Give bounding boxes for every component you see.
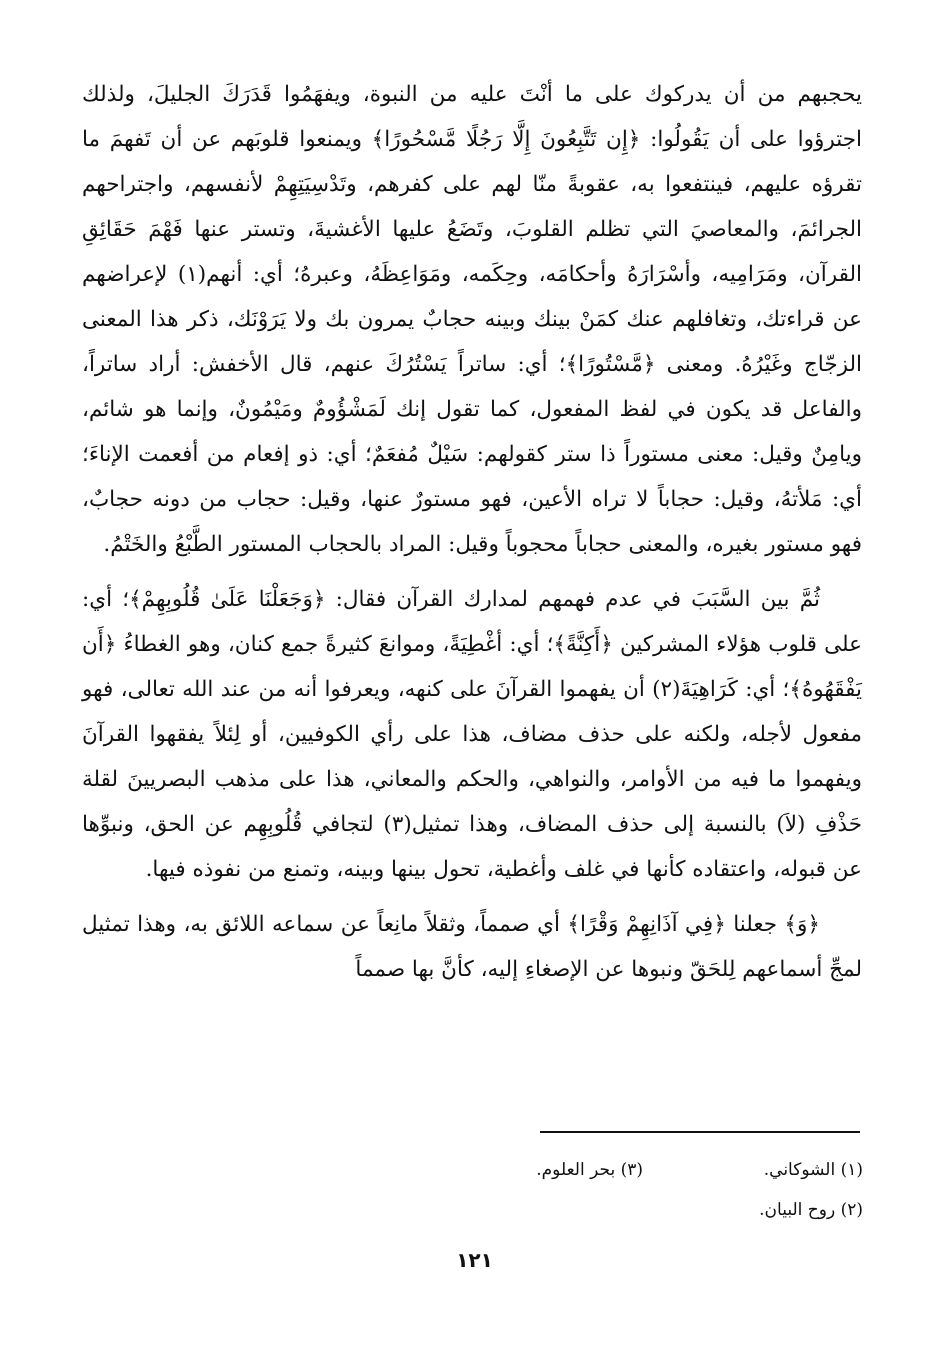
footnote-row bbox=[83, 1190, 863, 1230]
footnote-row bbox=[83, 1150, 863, 1190]
footnote-separator bbox=[540, 1131, 860, 1133]
paragraph: ثُمَّ بين السَّبَبَ في عدم فهمهم لمدارك القرآن فقال: ﴿وَجَعَلْنَا عَلَىٰ قُلُوبِهِمْ﴾؛ أي: على قلوب هؤلاء المشركين ﴿أَكِنَّةً﴾؛ أي: أغْطِيَةً، وموانعَ كثيرةً جمع كنان، وهو الغطاءُ ﴿أَن يَفْقَهُوهُ﴾؛ أي: كَرَاهِيَةَ(٢) أن يفهموا القرآنَ على كنهه، ويعرفوا أنه من عند الله تعالى، فهو مفعول لأجله، ولكنه على حذف مضاف، هذا على رأي الكوفيين، أو لِئلاً يفقهوا القرآنَ ويفهموا ما فيه من الأوامر، والنواهي، والحكم والمعاني، هذا على مذهب البصريينَ لقلة حَذْفِ (لاَ) بالنسبة إلى حذف المضاف، وهذا تمثيل(٣) لتجافي قُلُوبِهِم عن الحق، ونبوِّها عن قبوله، واعتقاده كأنها في غلف وأغطية، تحول بينها وبينه، وتمنع من نفوذه فيها. bbox=[82, 587, 862, 882]
main-text bbox=[82, 72, 862, 1002]
footnote-2: (٢) روح البيان. bbox=[759, 1200, 863, 1220]
footnotes bbox=[83, 1150, 863, 1230]
page-number: ١٢١ bbox=[456, 1248, 493, 1272]
paragraph: يحجبهم من أن يدركوك على ما أنْتَ عليه من النبوة، ويفهَمُوا قَدَرَكَ الجليلَ، ولذلك اجترؤوا على أن يَقُولُوا: ﴿إِن تَتَّبِعُونَ إِلَّا رَجُلًا مَّسْحُورًا﴾ ويمنعوا قلوبَهم عن أن تَفهمَ ما تقرؤه عليهم، فينتفعوا به، عقوبةً منّا لهم على كفرهم، وتَدْسِيَتِهِمْ لأنفسهم، واجتراحهم الجرائمَ، والمعاصيَ التي تظلم القلوبَ، وتَضَعُ عليها الأغشيةَ، وتستر عنها فَهْمَ حَقَائِقِ القرآن، ومَرَامِيه، وأسْرَارَهُ وأحكامَه، وحِكَمه، ومَوَاعِظَهُ، وعبرهُ؛ أي: أنهم(١) لإعراضهم عن قراءتك، وتغافلهم عنك كمَنْ بينك وبينه حجابٌ يمرون بك ولا يَرَوْنَك، ذكر هذا المعنى الزجّاج وغَيْرُهُ. ومعنى ﴿مَّسْتُورًا﴾؛ أي: ساتراً يَسْتُرُكَ عنهم، قال الأخفش: أراد ساتراً، والفاعل قد يكون في لفظ المفعول، كما تقول إنك لَمَشْؤُومٌ ومَيْمُونٌ، وإنما هو شائم، ويامِنٌ وقيل: معنى مستوراً ذا ستر كقولهم: سَيْلٌ مُفعَمٌ؛ أي: ذو إفعام من أفعمت الإناءَ؛ أي: مَلأتهُ، وقيل: حجاباً لا تراه الأعين، فهو مستورٌ عنها، وقيل: حجاب من دونه حجابٌ، فهو مستور بغيره، والمعنى حجاباً محجوباً وقيل: المراد بالحجاب المستور الطَّبْعُ والخَتْمُ. bbox=[82, 82, 863, 557]
paragraph: ﴿وَ﴾ جعلنا ﴿فِي آذَانِهِمْ وَقْرًا﴾ أي صمماً، وثقلاً مانِعاً عن سماعه اللائق به، وهذا تمثيل لمجِّ أسماعهم لِلحَقّ ونبوها عن الإصغاءِ إليه، كأنَّ بها صمماً bbox=[82, 912, 862, 982]
footnote-1: (١) الشوكاني. bbox=[763, 1160, 863, 1180]
footnote-3: (٣) بحر العلوم. bbox=[536, 1160, 643, 1180]
